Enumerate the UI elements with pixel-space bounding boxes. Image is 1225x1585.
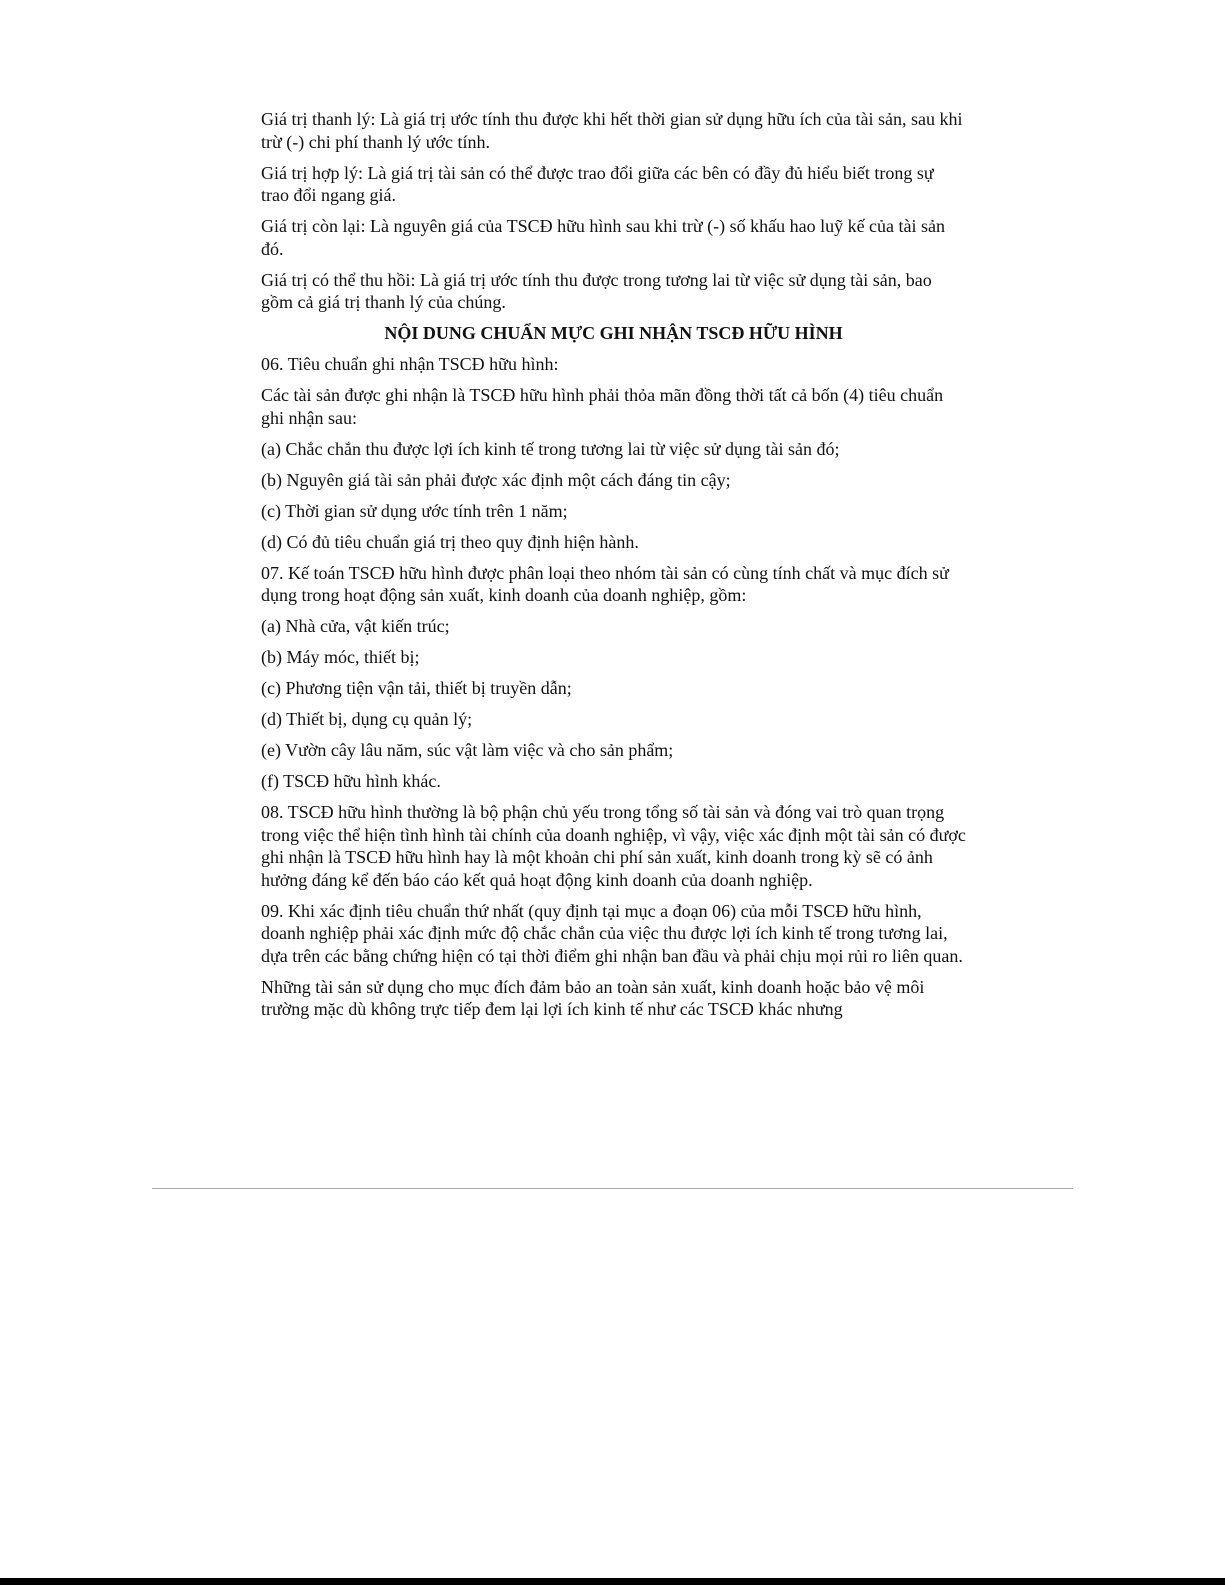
page-divider [152,1188,1073,1189]
paragraph-fair-value: Giá trị hợp lý: Là giá trị tài sản có thể được trao đổi giữa các bên có đầy đủ hiểu biết trong sự trao đổi ngang giá. [261,162,934,205]
paragraph-safety-assets: Những tài sản sử dụng cho mục đích đảm bảo an toàn sản xuất, kinh doanh hoặc bảo vệ môi trường mặc dù không trực tiếp đem lại lợi ích kinh tế như các TSCĐ khác nhưng [261,976,925,1019]
section-heading: NỘI DUNG CHUẨN MỰC GHI NHẬN TSCĐ HỮU HÌNH [384,323,843,343]
category-d: (d) Thiết bị, dụng cụ quản lý; [261,709,473,729]
category-c: (c) Phương tiện vận tải, thiết bị truyền dẫn; [261,678,572,698]
paragraph-06-intro: Các tài sản được ghi nhận là TSCĐ hữu hình phải thỏa mãn đồng thời tất cả bốn (4) tiêu chuẩn ghi nhận sau: [261,385,944,428]
criterion-d: (d) Có đủ tiêu chuẩn giá trị theo quy định hiện hành. [261,531,639,552]
document-body [261,108,966,1029]
category-a: (a) Nhà cửa, vật kiến trúc; [261,616,450,636]
paragraph-salvage-value: Giá trị thanh lý: Là giá trị ước tính thu được khi hết thời gian sử dụng hữu ích của tài sản, sau khi trừ (-) chi phí thanh lý ước tính. [261,109,963,152]
paragraph-remaining-value: Giá trị còn lại: Là nguyên giá của TSCĐ hữu hình sau khi trừ (-) số khấu hao luỹ kế của tài sản đó. [261,216,946,259]
category-b: (b) Máy móc, thiết bị; [261,647,420,667]
paragraph-09: 09. Khi xác định tiêu chuẩn thứ nhất (quy định tại mục a đoạn 06) của mỗi TSCĐ hữu hình, doanh nghiệp phải xác định mức độ chắc chắn của việc thu được lợi ích kinh tế trong tương lai, dựa trên các bằng chứng hiện có tại thời điểm ghi nhận ban đầu và phải chịu mọi rủi ro liên quan. [261,900,963,966]
category-f: (f) TSCĐ hữu hình khác. [261,771,441,791]
criterion-b: (b) Nguyên giá tài sản phải được xác định một cách đáng tin cậy; [261,469,731,490]
criterion-c: (c) Thời gian sử dụng ước tính trên 1 năm; [261,500,568,521]
paragraph-06-title: 06. Tiêu chuẩn ghi nhận TSCĐ hữu hình: [261,354,559,374]
category-e: (e) Vườn cây lâu năm, súc vật làm việc và cho sản phẩm; [261,740,674,760]
criterion-a: (a) Chắc chắn thu được lợi ích kinh tế trong tương lai từ việc sử dụng tài sản đó; [261,438,840,459]
paragraph-08: 08. TSCĐ hữu hình thường là bộ phận chủ yếu trong tổng số tài sản và đóng vai trò quan trọng trong việc thể hiện tình hình tài chính của doanh nghiệp, vì vậy, việc xác định một tài sản có được ghi nhận là TSCĐ hữu hình hay là một khoản chi phí sản xuất, kinh doanh trong kỳ sẽ có ảnh hưởng đáng kể đến báo cáo kết quả hoạt động kinh doanh của doanh nghiệp. [261,802,966,890]
page-bottom-border [0,1578,1225,1585]
paragraph-recoverable-value: Giá trị có thể thu hồi: Là giá trị ước tính thu được trong tương lai từ việc sử dụng tài sản, bao gồm cả giá trị thanh lý của chúng. [261,269,932,312]
paragraph-07: 07. Kế toán TSCĐ hữu hình được phân loại theo nhóm tài sản có cùng tính chất và mục đích sử dụng trong hoạt động sản xuất, kinh doanh của doanh nghiệp, gồm: [261,562,949,605]
